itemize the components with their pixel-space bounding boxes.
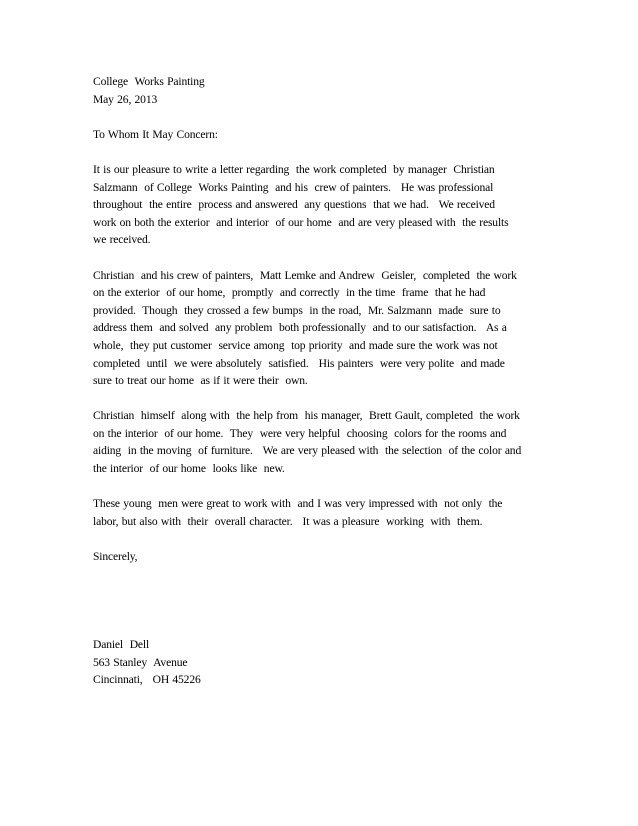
paragraph-line: completed until we were absolutely satisfied. His painters were very polite and made: [93, 356, 505, 370]
paragraph-line: on the exterior of our home, promptly and correctly in the time frame that he had: [93, 286, 486, 300]
spacer: [93, 390, 553, 408]
paragraph-line: provided. Though they crossed a few bumps in the road, Mr. Salzmann made sure to: [93, 303, 501, 317]
spacer: [93, 249, 553, 267]
spacer: [93, 143, 553, 161]
paragraph-line: we received.: [93, 233, 151, 247]
closing: Sincerely,: [93, 550, 138, 564]
letter-date: May 26, 2013: [93, 92, 158, 106]
salutation: To Whom It May Concern:: [93, 127, 218, 141]
paragraph-line: Salzmann of College Works Painting and his crew of painters. He was professional: [93, 180, 494, 194]
signature-block: [93, 636, 553, 689]
signature-space: [93, 566, 553, 636]
company-name: College Works Painting: [93, 75, 205, 88]
paragraph-1: [93, 161, 553, 249]
letter-body: [93, 73, 553, 689]
signer-name: Daniel Dell: [93, 638, 150, 652]
spacer: [93, 530, 553, 548]
paragraph-line: address them and solved any problem both professionally and to our satisfaction. As a: [93, 321, 507, 335]
paragraph-line: Christian himself along with the help from his manager, Brett Gault, completed the work: [93, 409, 520, 423]
paragraph-line: aiding in the moving of furniture. We are very pleased with the selection of the color and: [93, 444, 522, 458]
paragraph-line: whole, they put customer service among top priority and made sure the work was not: [93, 338, 498, 352]
paragraph-line: work on both the exterior and interior of our home and are very pleased with the results: [93, 215, 509, 229]
signer-city: Cincinnati, OH 45226: [93, 673, 201, 687]
paragraph-line: These young men were great to work with and I was very impressed with not only the: [93, 497, 503, 511]
paragraph-line: It is our pleasure to write a letter regarding the work completed by manager Christian: [93, 162, 495, 176]
paragraph-2: [93, 267, 553, 390]
paragraph-line: Christian and his crew of painters, Matt Lemke and Andrew Geisler, completed the work: [93, 268, 517, 282]
paragraph-line: throughout the entire process and answered any questions that we had. We received: [93, 198, 495, 212]
spacer: [93, 108, 553, 126]
spacer: [93, 478, 553, 496]
paragraph-3: [93, 407, 553, 477]
signer-street: 563 Stanley Avenue: [93, 655, 188, 669]
paragraph-line: labor, but also with their overall character. It was a pleasure working with them.: [93, 514, 483, 528]
paragraph-line: the interior of our home looks like new.: [93, 462, 285, 476]
paragraph-4: [93, 495, 553, 530]
paragraph-line: on the interior of our home. They were very helpful choosing colors for the rooms and: [93, 426, 507, 440]
paragraph-line: sure to treat our home as if it were their own.: [93, 374, 308, 388]
